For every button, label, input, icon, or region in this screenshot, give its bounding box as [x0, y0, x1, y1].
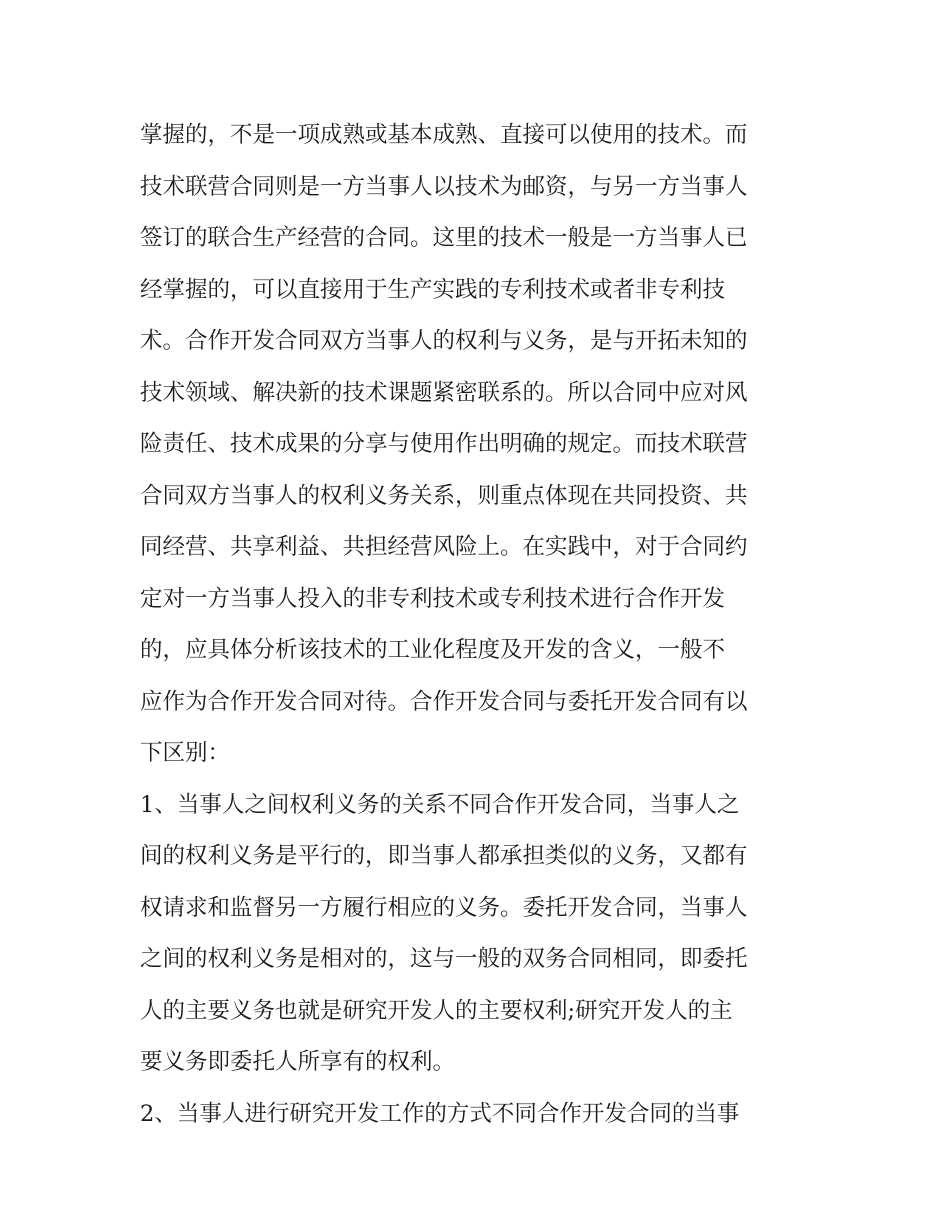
- text-line: 技术联营合同则是一方当事人以技术为邮资，与另一方当事人: [140, 173, 748, 200]
- text-line: 间的权利义务是平行的，即当事人都承担类似的义务，又都有: [140, 843, 748, 869]
- text-line: 下区别：: [140, 740, 231, 766]
- text-line: 术。合作开发合同双方当事人的权利与义务，是与开拓未知的: [140, 328, 748, 354]
- text-line: 2、当事人进行研究开发工作的方式不同合作开发合同的当事: [140, 1100, 740, 1127]
- text-line: 应作为合作开发合同对待。合作开发合同与委托开发合同有以: [140, 688, 748, 715]
- text-line: 之间的权利义务是相对的，这与一般的双务合同相同，即委托: [140, 946, 748, 972]
- text-line: 经掌握的，可以直接用于生产实践的专利技术或者非专利技: [140, 276, 726, 303]
- body-text: [140, 110, 815, 1140]
- text-line: 权请求和监督另一方履行相应的义务。委托开发合同，当事人: [140, 894, 748, 921]
- text-line: 技术领域、解决新的技术课题紧密联系的。所以合同中应对风: [140, 379, 748, 406]
- text-line: 签订的联合生产经营的合同。这里的技术一般是一方当事人已: [140, 225, 748, 251]
- text-line: 合同双方当事人的权利义务关系，则重点体现在共同投资、共: [140, 482, 748, 509]
- text-line: 人的主要义务也就是研究开发人的主要权利;研究开发人的主: [140, 997, 733, 1024]
- text-line: 1、当事人之间权利义务的关系不同合作开发合同，当事人之: [140, 791, 740, 818]
- text-line: 掌握的，不是一项成熟或基本成熟、直接可以使用的技术。而: [140, 122, 748, 148]
- text-line: 要义务即委托人所享有的权利。: [140, 1049, 456, 1075]
- text-line: 的，应具体分析该技术的工业化程度及开发的含义，一般不: [140, 637, 726, 663]
- text-line: 定对一方当事人投入的非专利技术或专利技术进行合作开发: [140, 585, 726, 612]
- text-line: 险责任、技术成果的分享与使用作出明确的规定。而技术联营: [140, 431, 748, 457]
- text-line: 同经营、共享利益、共担经营风险上。在实践中，对于合同约: [140, 534, 748, 560]
